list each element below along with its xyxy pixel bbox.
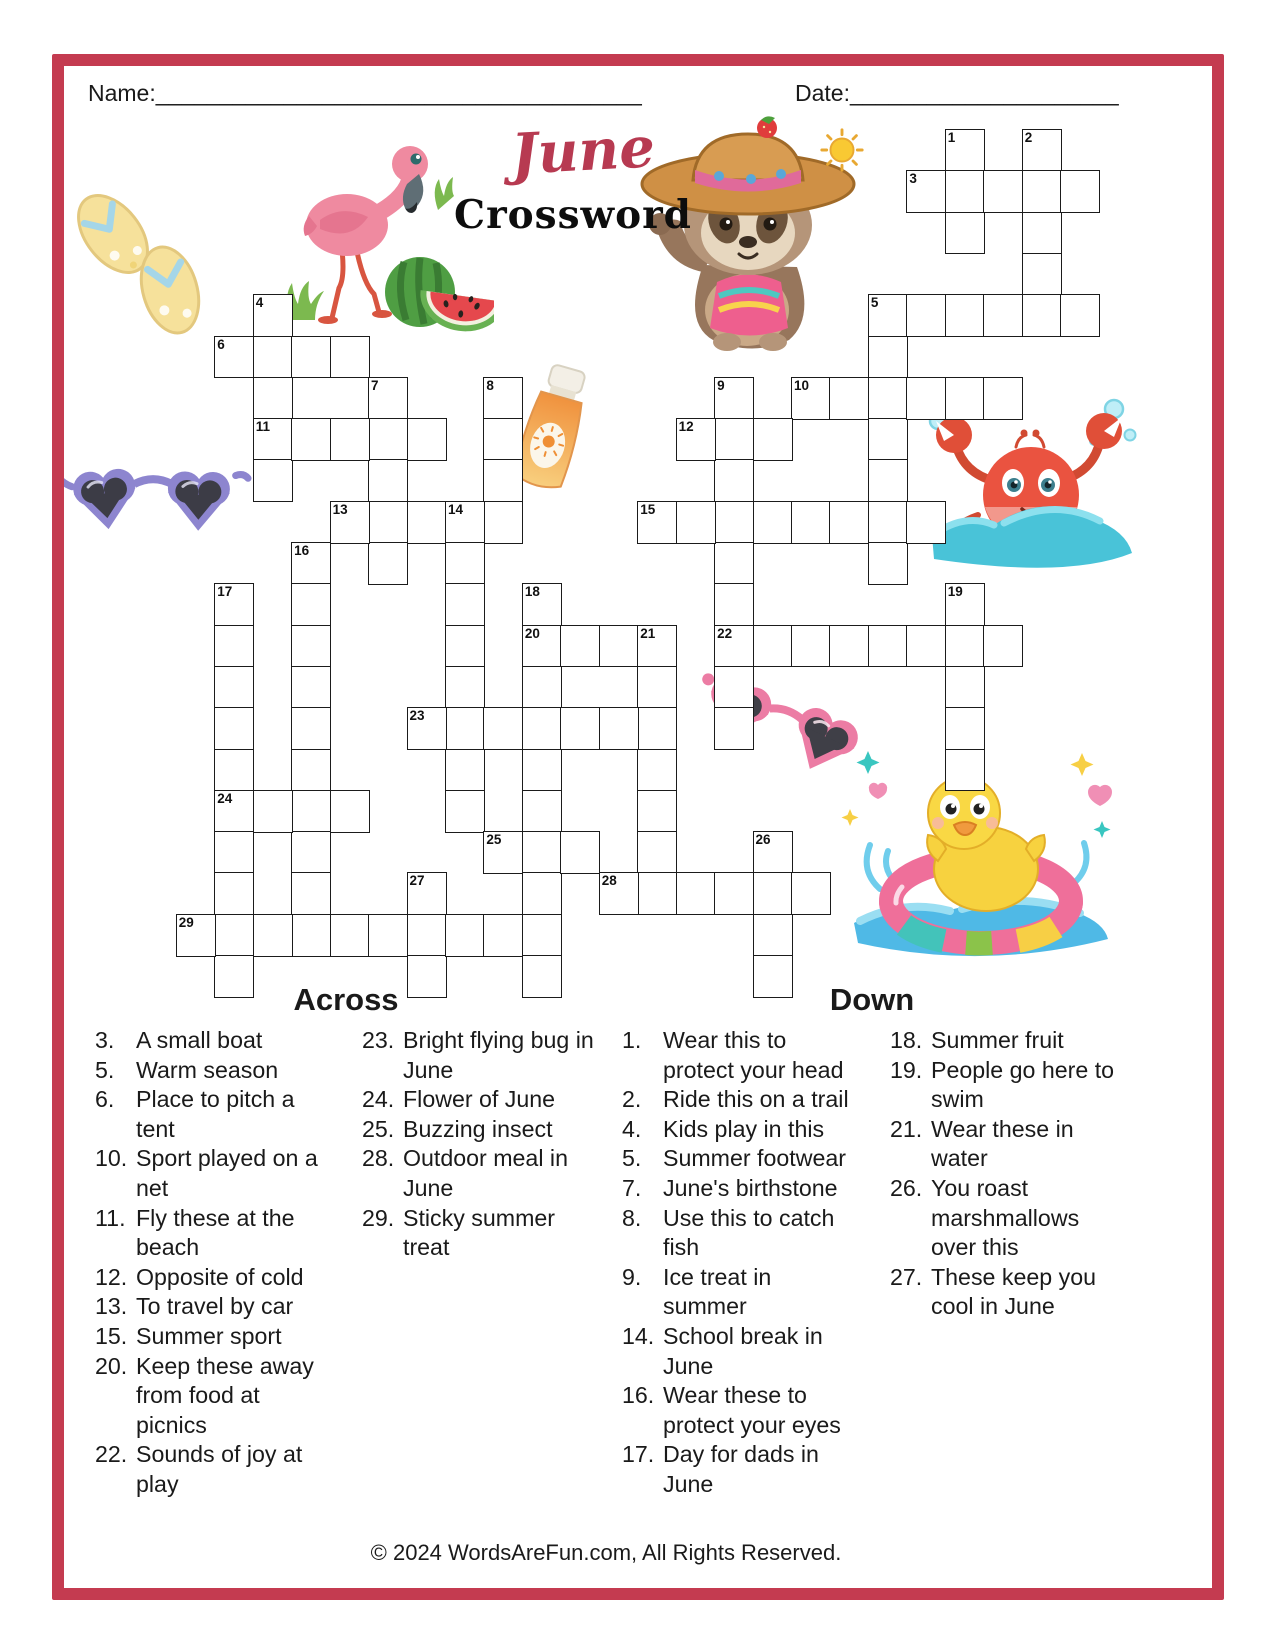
- grid-cell[interactable]: [676, 501, 716, 544]
- grid-cell[interactable]: [637, 666, 677, 709]
- clue-number: 7.: [622, 1174, 642, 1201]
- grid-cell[interactable]: [906, 625, 946, 668]
- clue-text: Warm season: [136, 1056, 279, 1083]
- grid-cell[interactable]: [330, 418, 370, 461]
- clue-text: Sounds of joy at play: [136, 1441, 303, 1497]
- clue-text: Bright flying bug in June: [403, 1027, 594, 1083]
- cell-number: 17: [217, 584, 233, 600]
- cell-number: 26: [755, 832, 771, 848]
- grid-cell[interactable]: [868, 336, 908, 379]
- cell-number: 12: [678, 419, 694, 435]
- clue-text: June's birthstone: [663, 1174, 838, 1201]
- grid-cell[interactable]: [599, 625, 639, 668]
- clue-item: [622, 1263, 862, 1322]
- heart-sunglasses-purple-illustration: [60, 436, 252, 568]
- clue-number: 17.: [622, 1441, 655, 1468]
- date-field: [795, 80, 1119, 107]
- clue-item: [95, 1263, 341, 1293]
- grid-cell[interactable]: [407, 955, 447, 998]
- grid-cell[interactable]: [945, 625, 985, 668]
- grid-cell[interactable]: [637, 625, 677, 668]
- grid-cell[interactable]: [522, 707, 562, 750]
- grid-cell[interactable]: [291, 831, 331, 874]
- grid-cell[interactable]: [945, 377, 985, 420]
- grid-cell[interactable]: [214, 872, 254, 915]
- name-label: Name:: [88, 80, 156, 106]
- grid-cell[interactable]: [445, 501, 485, 544]
- cell-number: 6: [217, 336, 225, 352]
- grid-cell[interactable]: [868, 294, 908, 337]
- grid-cell[interactable]: [714, 377, 754, 420]
- grid-cell[interactable]: [829, 501, 869, 544]
- clue-text: Outdoor meal in June: [403, 1145, 568, 1201]
- clue-number: 22.: [95, 1441, 128, 1468]
- grid-cell[interactable]: [445, 542, 485, 585]
- grid-cell[interactable]: [868, 501, 908, 544]
- grid-cell[interactable]: [330, 501, 370, 544]
- grid-cell[interactable]: [945, 707, 985, 750]
- grid-cell[interactable]: [1022, 212, 1062, 255]
- grid-cell[interactable]: [214, 666, 254, 709]
- clue-item: [622, 1115, 862, 1145]
- clue-number: 1.: [622, 1027, 642, 1053]
- grid-cell[interactable]: [676, 872, 716, 915]
- grid-cell[interactable]: [560, 625, 600, 668]
- grid-cell[interactable]: [945, 212, 985, 255]
- clue-item: [622, 1144, 862, 1174]
- title-crossword: Crossword: [454, 192, 692, 238]
- cell-number: 1: [947, 130, 956, 145]
- cell-number: 19: [947, 584, 963, 600]
- grid-cell[interactable]: [407, 501, 447, 544]
- grid-cell[interactable]: [483, 377, 523, 420]
- clue-item: [95, 1056, 341, 1086]
- clue-text: Summer fruit: [931, 1027, 1064, 1053]
- clue-number: 6.: [95, 1086, 115, 1113]
- grid-cell[interactable]: [330, 336, 370, 379]
- grid-cell[interactable]: [214, 914, 254, 957]
- cell-number: 5: [870, 295, 879, 311]
- grid-cell[interactable]: [791, 377, 831, 420]
- grid-cell[interactable]: [253, 294, 293, 337]
- clue-number: 26.: [890, 1174, 923, 1201]
- cell-number: 29: [178, 914, 194, 930]
- copyright-footer: © 2024 WordsAreFun.com, All Rights Reserved.: [370, 1540, 842, 1565]
- grid-cell[interactable]: [714, 707, 754, 750]
- clue-text: People go here to swim: [931, 1056, 1115, 1113]
- grid-cell[interactable]: [214, 707, 254, 750]
- clue-text: Ride this on a trail: [663, 1086, 849, 1113]
- grid-cell[interactable]: [483, 707, 523, 750]
- grid-cell[interactable]: [407, 707, 447, 750]
- clue-item: [95, 1440, 341, 1499]
- grid-cell[interactable]: [1022, 253, 1062, 296]
- grid-cell[interactable]: [906, 501, 946, 544]
- clue-number: 5.: [95, 1056, 115, 1083]
- grid-cell[interactable]: [445, 666, 485, 709]
- clue-item: [622, 1174, 862, 1204]
- clue-text: Summer sport: [136, 1322, 282, 1349]
- grid-cell[interactable]: [368, 501, 408, 544]
- grid-cell[interactable]: [291, 336, 331, 379]
- name-blank-line: ______________________________________: [155, 80, 642, 106]
- clue-text: Day for dads in June: [663, 1441, 819, 1497]
- clue-number: 10.: [95, 1145, 128, 1172]
- grid-cell[interactable]: [637, 872, 677, 915]
- across-clues-col2: [362, 1026, 602, 1263]
- grid-cell[interactable]: [522, 955, 562, 998]
- clue-text: Wear these in water: [931, 1115, 1074, 1172]
- clue-text: Keep these away from food at picnics: [136, 1352, 314, 1438]
- grid-cell[interactable]: [714, 501, 754, 544]
- clue-number: 25.: [362, 1115, 395, 1142]
- clue-number: 24.: [362, 1086, 395, 1113]
- grid-cell[interactable]: [330, 790, 370, 833]
- clue-item: [362, 1204, 602, 1263]
- grid-cell[interactable]: [214, 831, 254, 874]
- clue-text: Wear this to protect your head: [663, 1027, 844, 1083]
- clue-item: [890, 1115, 1122, 1174]
- grid-cell[interactable]: [1022, 294, 1062, 337]
- grid-cell[interactable]: [560, 707, 600, 750]
- grid-cell[interactable]: [445, 790, 485, 833]
- grid-cell[interactable]: [483, 831, 523, 874]
- grid-cell[interactable]: [445, 583, 485, 626]
- grid-cell[interactable]: [522, 914, 562, 957]
- grid-cell[interactable]: [253, 790, 293, 833]
- grid-cell[interactable]: [983, 170, 1023, 213]
- grid-cell[interactable]: [445, 625, 485, 668]
- grid-cell[interactable]: [599, 707, 639, 750]
- clue-text: Sport played on a net: [136, 1145, 318, 1201]
- grid-cell[interactable]: [945, 666, 985, 709]
- grid-cell[interactable]: [291, 542, 331, 585]
- grid-cell[interactable]: [483, 459, 523, 502]
- clue-item: [622, 1085, 862, 1115]
- clue-number: 11.: [95, 1204, 126, 1231]
- cell-number: 27: [409, 873, 425, 889]
- clue-item: [95, 1292, 341, 1322]
- grid-cell[interactable]: [407, 872, 447, 915]
- grid-cell[interactable]: [714, 872, 754, 915]
- grid-cell[interactable]: [214, 749, 254, 792]
- clue-number: 9.: [622, 1263, 642, 1290]
- clue-item: [890, 1026, 1122, 1056]
- clue-number: 13.: [95, 1293, 128, 1320]
- grid-cell[interactable]: [637, 749, 677, 792]
- grid-cell[interactable]: [983, 294, 1023, 337]
- cell-number: 9: [717, 377, 725, 393]
- clue-text: Kids play in this: [663, 1115, 825, 1142]
- grid-cell[interactable]: [253, 336, 293, 379]
- clue-text: These keep you cool in June: [931, 1263, 1096, 1320]
- clue-number: 29.: [362, 1204, 395, 1231]
- date-blank-line: _____________________: [849, 80, 1119, 106]
- clue-number: 2.: [622, 1086, 642, 1113]
- clue-item: [362, 1026, 602, 1085]
- grid-cell[interactable]: [522, 625, 562, 668]
- grid-cell[interactable]: [253, 459, 293, 502]
- clue-number: 14.: [622, 1322, 655, 1349]
- clue-number: 23.: [362, 1027, 395, 1053]
- grid-cell[interactable]: [291, 790, 331, 833]
- grid-cell[interactable]: [1022, 170, 1062, 213]
- grid-cell[interactable]: [522, 749, 562, 792]
- grid-cell[interactable]: [983, 625, 1023, 668]
- grid-cell[interactable]: [291, 418, 331, 461]
- grid-cell[interactable]: [945, 749, 985, 792]
- grid-cell[interactable]: [945, 583, 985, 626]
- grid-cell[interactable]: [714, 583, 754, 626]
- cell-number: 28: [601, 873, 617, 889]
- name-field: [88, 80, 642, 107]
- grid-cell[interactable]: [291, 625, 331, 668]
- clue-item: [622, 1440, 862, 1499]
- grid-cell[interactable]: [868, 418, 908, 461]
- clue-text: A small boat: [136, 1027, 263, 1053]
- clue-number: 28.: [362, 1145, 395, 1172]
- clue-item: [95, 1026, 341, 1056]
- grid-cell[interactable]: [714, 666, 754, 709]
- date-label: Date:: [795, 80, 850, 106]
- grid-cell[interactable]: [868, 542, 908, 585]
- grid-cell[interactable]: [599, 872, 639, 915]
- grid-cell[interactable]: [291, 707, 331, 750]
- grid-cell[interactable]: [291, 872, 331, 915]
- down-clues-col1: [622, 1026, 862, 1500]
- clue-number: 4.: [622, 1115, 642, 1142]
- clue-number: 27.: [890, 1263, 923, 1290]
- grid-cell[interactable]: [868, 459, 908, 502]
- grid-cell[interactable]: [753, 831, 793, 874]
- grid-cell[interactable]: [522, 666, 562, 709]
- grid-cell[interactable]: [753, 872, 793, 915]
- grid-cell[interactable]: [906, 170, 946, 213]
- across-heading: Across: [293, 982, 399, 1017]
- grid-cell[interactable]: [714, 418, 754, 461]
- grid-cell[interactable]: [868, 377, 908, 420]
- clue-item: [362, 1115, 602, 1145]
- grid-cell[interactable]: [791, 872, 831, 915]
- cell-number: 14: [447, 501, 463, 517]
- grid-cell[interactable]: [522, 790, 562, 833]
- cell-number: 15: [640, 501, 656, 517]
- clue-text: Opposite of cold: [136, 1263, 304, 1290]
- grid-cell[interactable]: [753, 501, 793, 544]
- sun-icon: [818, 126, 866, 174]
- clue-number: 5.: [622, 1145, 642, 1172]
- grid-cell[interactable]: [330, 914, 370, 957]
- clue-item: [622, 1322, 862, 1381]
- across-clues-col1: [95, 1026, 341, 1500]
- clue-text: Flower of June: [403, 1086, 556, 1113]
- grid-cell[interactable]: [1060, 170, 1100, 213]
- clue-number: 21.: [890, 1115, 923, 1142]
- down-heading: Down: [829, 982, 915, 1017]
- clue-text: Fly these at the beach: [136, 1204, 295, 1261]
- grid-cell[interactable]: [791, 501, 831, 544]
- clue-item: [95, 1352, 341, 1441]
- flip-flops-illustration: [68, 172, 218, 352]
- grid-cell[interactable]: [906, 377, 946, 420]
- grid-cell[interactable]: [753, 625, 793, 668]
- grid-cell[interactable]: [368, 418, 408, 461]
- grid-cell[interactable]: [445, 749, 485, 792]
- clue-item: [622, 1026, 862, 1085]
- clue-item: [890, 1263, 1122, 1322]
- clue-text: You roast marshmallows over this: [931, 1174, 1080, 1261]
- clue-item: [95, 1144, 341, 1203]
- cell-number: 23: [409, 708, 425, 724]
- grid-cell[interactable]: [407, 914, 447, 957]
- grid-cell[interactable]: [291, 914, 331, 957]
- grid-cell[interactable]: [176, 914, 216, 957]
- cell-number: 25: [486, 832, 502, 848]
- clue-number: 20.: [95, 1352, 128, 1379]
- clue-item: [95, 1204, 341, 1263]
- grid-cell[interactable]: [714, 459, 754, 502]
- grid-cell[interactable]: [945, 170, 985, 213]
- grid-cell[interactable]: [483, 914, 523, 957]
- clue-text: Buzzing insect: [403, 1115, 553, 1142]
- cell-number: 22: [717, 625, 733, 641]
- grid-cell[interactable]: [214, 336, 254, 379]
- grid-cell[interactable]: [214, 583, 254, 626]
- grid-cell[interactable]: [829, 377, 869, 420]
- clue-number: 15.: [95, 1322, 128, 1349]
- title-june: June: [509, 114, 657, 188]
- grid-cell[interactable]: [714, 542, 754, 585]
- grid-cell[interactable]: [291, 749, 331, 792]
- grid-cell[interactable]: [407, 418, 447, 461]
- grid-cell[interactable]: [368, 459, 408, 502]
- clue-item: [622, 1204, 862, 1263]
- grid-cell[interactable]: [253, 418, 293, 461]
- cell-number: 11: [255, 419, 270, 435]
- clue-item: [362, 1144, 602, 1203]
- grid-cell[interactable]: [945, 129, 985, 172]
- cell-number: 7: [371, 377, 379, 393]
- cell-number: 21: [640, 625, 656, 641]
- down-clues-col2: [890, 1026, 1122, 1322]
- grid-cell[interactable]: [291, 583, 331, 626]
- grid-cell[interactable]: [214, 955, 254, 998]
- clue-text: Summer footwear: [663, 1145, 846, 1172]
- clue-number: 16.: [622, 1382, 655, 1409]
- cell-number: 3: [909, 171, 917, 187]
- grid-cell[interactable]: [253, 914, 293, 957]
- clue-number: 3.: [95, 1027, 115, 1053]
- grid-cell[interactable]: [291, 666, 331, 709]
- clue-text: Sticky summer treat: [403, 1204, 556, 1261]
- cell-number: 18: [524, 584, 540, 600]
- grid-cell[interactable]: [214, 625, 254, 668]
- clue-number: 19.: [890, 1056, 923, 1083]
- grid-cell[interactable]: [906, 294, 946, 337]
- cell-number: 8: [486, 377, 494, 393]
- clue-text: Wear these to protect your eyes: [663, 1382, 841, 1438]
- grid-cell[interactable]: [637, 790, 677, 833]
- grid-cell[interactable]: [676, 418, 716, 461]
- cell-number: 16: [294, 543, 310, 558]
- cell-number: 13: [332, 501, 348, 517]
- clue-item: [95, 1085, 341, 1144]
- clue-text: To travel by car: [136, 1293, 294, 1320]
- grid-cell[interactable]: [637, 707, 677, 750]
- grid-cell[interactable]: [714, 625, 754, 668]
- cell-number: 10: [794, 377, 810, 393]
- grid-cell[interactable]: [522, 583, 562, 626]
- grid-cell[interactable]: [522, 872, 562, 915]
- grid-cell[interactable]: [445, 914, 485, 957]
- grid-cell[interactable]: [368, 377, 408, 420]
- clue-item: [622, 1381, 862, 1440]
- grid-cell[interactable]: [753, 955, 793, 998]
- grid-cell[interactable]: [368, 914, 408, 957]
- grid-cell[interactable]: [214, 790, 254, 833]
- grid-cell[interactable]: [483, 501, 523, 544]
- grid-cell[interactable]: [368, 542, 408, 585]
- grid-cell[interactable]: [868, 625, 908, 668]
- cell-number: 20: [524, 625, 540, 641]
- clue-item: [95, 1322, 341, 1352]
- cell-number: 24: [217, 790, 233, 806]
- grid-cell[interactable]: [560, 831, 600, 874]
- grid-cell[interactable]: [253, 377, 293, 420]
- grid-cell[interactable]: [791, 625, 831, 668]
- clue-text: Ice treat in summer: [663, 1263, 772, 1320]
- grid-cell[interactable]: [945, 294, 985, 337]
- clue-item: [890, 1056, 1122, 1115]
- cell-number: 2: [1024, 130, 1033, 145]
- grid-cell[interactable]: [445, 707, 485, 750]
- grid-cell[interactable]: [753, 914, 793, 957]
- clue-text: Place to pitch a tent: [136, 1086, 295, 1142]
- grid-cell[interactable]: [637, 831, 677, 874]
- grid-cell[interactable]: [1022, 129, 1062, 172]
- grid-cell[interactable]: [753, 418, 793, 461]
- clue-item: [362, 1085, 602, 1115]
- clue-item: [890, 1174, 1122, 1263]
- grid-cell[interactable]: [1060, 294, 1100, 337]
- clue-text: Use this to catch fish: [663, 1204, 835, 1261]
- clue-text: School break in June: [663, 1322, 823, 1379]
- grid-cell[interactable]: [983, 377, 1023, 420]
- cell-number: 4: [255, 295, 264, 311]
- clue-number: 18.: [890, 1027, 923, 1053]
- clue-number: 8.: [622, 1204, 642, 1231]
- grid-cell[interactable]: [829, 625, 869, 668]
- grid-cell[interactable]: [483, 418, 523, 461]
- clue-number: 12.: [95, 1263, 128, 1290]
- grid-cell[interactable]: [637, 501, 677, 544]
- grid-cell[interactable]: [522, 831, 562, 874]
